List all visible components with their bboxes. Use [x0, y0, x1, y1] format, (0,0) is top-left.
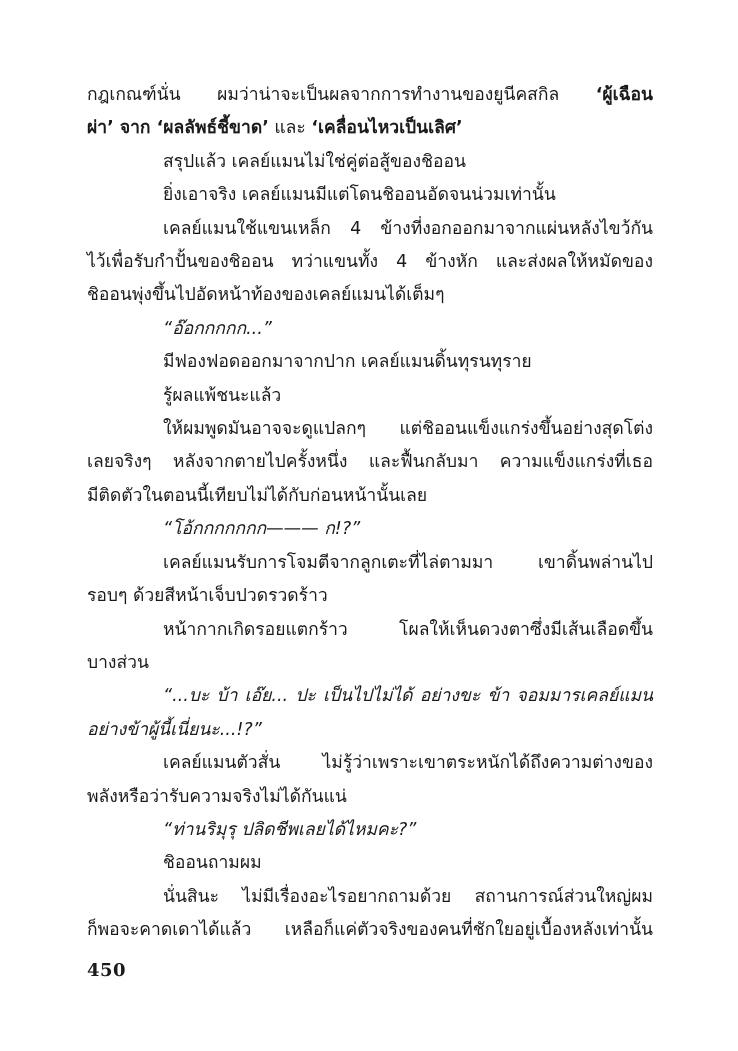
text-line: เคลย์แมนรับการโจมตีจากลูกเตะที่ไล่ตามมา เขาดิ้นพล่านไป — [163, 552, 653, 573]
page-number: 450 — [87, 960, 127, 981]
text-line: เคลย์แมนใช้แขนเหล็ก 4 ข้างที่งอกออกมาจากแผ่นหลังไขว้กัน — [163, 218, 653, 239]
text-line: ชิออนถามผม — [163, 853, 262, 874]
dialogue — [87, 814, 653, 847]
skill-name: ผ่า’ จาก — [87, 118, 157, 139]
paragraph — [87, 547, 653, 614]
paragraph — [87, 179, 653, 212]
body-text — [87, 79, 653, 948]
text-line: รู้ผลแพ้ชนะแล้ว — [163, 385, 282, 406]
paragraph — [87, 747, 653, 814]
text-span: กฎเกณฑ์นั่น ผมว่าน่าจะเป็นผลจากการทำงานของยูนีคสกิล — [87, 85, 596, 105]
text-line — [87, 79, 653, 112]
text-line: เลยจริงๆ หลังจากตายไปครั้งหนึ่ง และฟื้นกลับมา ความแข็งแกร่งที่เธอ — [87, 452, 653, 473]
text-line — [87, 112, 653, 145]
text-line: สรุปแล้ว เคลย์แมนไม่ใช่คู่ต่อสู้ของชิออน — [163, 151, 466, 172]
text-line: บางส่วน — [87, 652, 149, 673]
text-line: “โอ้กกกกกกก——— ก!?” — [163, 519, 361, 540]
text-line: ชิออนพุ่งขึ้นไปอัดหน้าท้องของเคลย์แมนได้เต็มๆ — [87, 285, 445, 306]
paragraph — [87, 881, 653, 948]
skill-name: ‘ผู้เฉือน — [595, 85, 653, 105]
paragraph — [87, 380, 653, 413]
text-line: ไว้เพื่อรับกำปั้นของชิออน ทว่าแขนทั้ง 4 ข้างหัก และส่งผลให้หมัดของ — [87, 252, 653, 273]
text-line: ยิ่งเอาจริง เคลย์แมนมีแต่โดนชิออนอัดจนน่วมเท่านั้น — [163, 185, 556, 206]
skill-name: ‘เคลื่อนไหวเป็นเลิศ’ — [311, 118, 463, 139]
paragraph — [87, 213, 653, 313]
text-span: และ — [268, 118, 312, 139]
text-line: หน้ากากเกิดรอยแตกร้าว โผลให้เห็นดวงตาซึ่งมีเส้นเลือดขึ้น — [163, 619, 653, 640]
text-line: “...บะ บ้า เอ๊ย... ปะ เป็นไปไม่ได้ อย่างขะ ข้า จอมมารเคลย์แมน — [163, 686, 653, 707]
paragraph — [87, 79, 653, 146]
text-line: มีติดตัวในตอนนี้เทียบไม่ได้กับก่อนหน้านั้นเลย — [87, 485, 428, 506]
paragraph — [87, 847, 653, 880]
paragraph — [87, 346, 653, 379]
text-line: “อ๊อกกกกก...” — [163, 318, 272, 339]
text-line: ให้ผมพูดมันอาจจะดูแปลกๆ แต่ชิออนแข็งแกร่งขึ้นอย่างสุดโต่ง — [163, 419, 653, 440]
dialogue — [87, 313, 653, 346]
dialogue — [87, 513, 653, 546]
text-line: มีฟองฟอดออกมาจากปาก เคลย์แมนดิ้นทุรนทุราย — [163, 352, 532, 373]
paragraph — [87, 413, 653, 513]
text-line: “ท่านริมุรุ ปลิดชีพเลยได้ไหมคะ?” — [163, 819, 417, 840]
text-line: พลังหรือว่ารับความจริงไม่ได้กันแน่ — [87, 786, 347, 807]
dialogue — [87, 680, 653, 747]
text-line: นั่นสินะ ไม่มีเรื่องอะไรอยากถามด้วย สถานการณ์ส่วนใหญ่ผม — [163, 886, 653, 907]
text-line: ก็พอจะคาดเดาได้แล้ว เหลือก็แค่ตัวจริงของคนที่ชักใยอยู่เบื้องหลังเท่านั้น — [87, 920, 653, 941]
skill-name: ‘ผลลัพธ์ชี้ขาด’ — [156, 118, 269, 139]
text-line: รอบๆ ด้วยสีหน้าเจ็บปวดรวดร้าว — [87, 586, 328, 607]
paragraph — [87, 614, 653, 681]
text-line: เคลย์แมนตัวสั่น ไม่รู้ว่าเพราะเขาตระหนักได้ถึงความต่างของ — [163, 753, 653, 774]
text-line: อย่างข้าผู้นี้เนี่ยนะ...!?” — [87, 719, 262, 740]
paragraph — [87, 146, 653, 179]
